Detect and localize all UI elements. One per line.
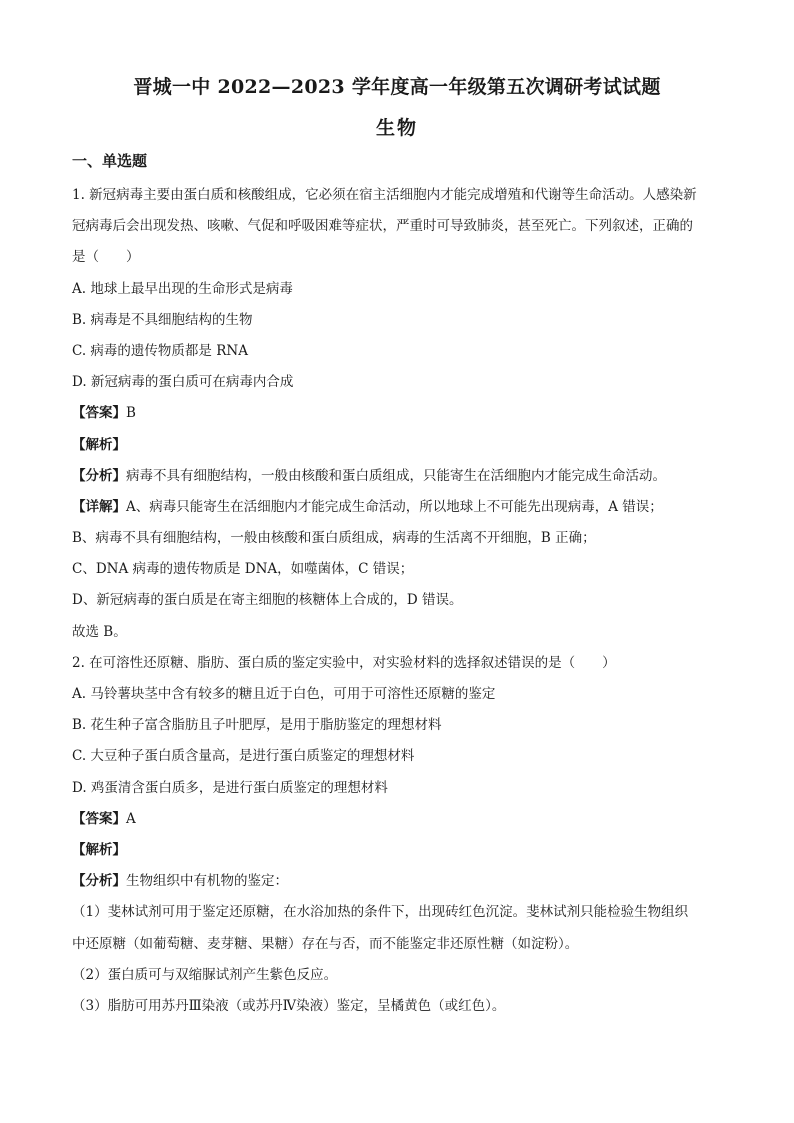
option-b: B. 病毒是不具细胞结构的生物 (72, 311, 253, 328)
option-a: A. 马铃薯块茎中含有较多的糖且近于白色，可用于可溶性还原糖的鉴定 (72, 686, 496, 702)
detail-line: （2）蛋白质可与双缩脲试剂产生紫色反应。 (72, 966, 338, 983)
question-stem-line: 是（ ） (72, 249, 140, 266)
section-heading: 一、单选题 (72, 152, 148, 170)
answer-line (72, 804, 722, 835)
answer-value: A (126, 810, 136, 827)
question-stem-line: 2. 在可溶性还原糖、脂肪、蛋白质的鉴定实验中，对实验材料的选择叙述错误的是（ ） (72, 654, 616, 671)
detail-line: 中还原糖（如葡萄糖、麦芽糖、果糖）存在与否，而不能鉴定非还原性糖（如淀粉）。 (72, 935, 579, 952)
detail-line: C、DNA 病毒的遗传物质是 DNA，如噬菌体，C 错误； (72, 561, 414, 578)
fenxi-line (72, 461, 722, 492)
analysis-line (72, 835, 722, 866)
option-d: D. 新冠病毒的蛋白质可在病毒内合成 (72, 374, 294, 391)
fenxi-text: 病毒不具有细胞结构，一般由核酸和蛋白质组成，只能寄生在活细胞内才能完成生命活动。 (126, 467, 666, 484)
option-a: A. 地球上最早出现的生命形式是病毒 (72, 280, 293, 297)
question-1 (72, 180, 722, 648)
answer-value: B (126, 405, 136, 422)
subject-title: 生物 (375, 117, 418, 139)
analysis-tag: 【解析】 (72, 841, 126, 858)
detail-line: D、新冠病毒的蛋白质是在寄主细胞的核糖体上合成的，D 错误。 (72, 592, 463, 609)
detail-text: A、病毒只能寄生在活细胞内才能完成生命活动，所以地球上不可能先出现病毒，A 错误； (126, 498, 663, 515)
detail-line: B、病毒不具有细胞结构，一般由核酸和蛋白质组成，病毒的生活离不开细胞，B 正确； (72, 530, 596, 547)
detail-line (72, 492, 722, 523)
fenxi-tag: 【分析】 (72, 467, 126, 484)
detail-line: （1）斐林试剂可用于鉴定还原糖，在水浴加热的条件下，出现砖红色沉淀。斐林试剂只能检验生物组织 (72, 904, 689, 921)
analysis-tag: 【解析】 (72, 436, 126, 453)
option-d: D. 鸡蛋清含蛋白质多，是进行蛋白质鉴定的理想材料 (72, 779, 388, 796)
conclusion-line: 故选 B。 (72, 623, 127, 640)
exam-title: 晋城一中 2022—2023 学年度高一年级第五次调研考试试题 (133, 76, 661, 98)
option-c: C. 病毒的遗传物质都是 RNA (72, 342, 248, 359)
answer-tag: 【答案】 (72, 810, 126, 827)
fenxi-text: 生物组织中有机物的鉴定： (126, 873, 288, 890)
question-stem-line: 1. 新冠病毒主要由蛋白质和核酸组成，它必须在宿主活细胞内才能完成增殖和代谢等生命活动。人感染新 (72, 187, 697, 203)
question-2 (72, 648, 722, 1022)
detail-line: （3）脂肪可用苏丹Ⅲ染液（或苏丹Ⅳ染液）鉴定，呈橘黄色（或红色）。 (72, 997, 506, 1014)
answer-line (72, 398, 722, 429)
option-c: C. 大豆种子蛋白质含量高，是进行蛋白质鉴定的理想材料 (72, 748, 415, 765)
analysis-line (72, 430, 722, 461)
answer-tag: 【答案】 (72, 405, 126, 422)
fenxi-tag: 【分析】 (72, 873, 126, 890)
option-b: B. 花生种子富含脂肪且子叶肥厚，是用于脂肪鉴定的理想材料 (72, 717, 442, 734)
detail-tag: 【详解】 (72, 498, 126, 515)
fenxi-line (72, 866, 722, 897)
questions-body (72, 180, 722, 1022)
question-stem-line: 冠病毒后会出现发热、咳嗽、气促和呼吸困难等症状，严重时可导致肺炎，甚至死亡。下列叙述，正确的 (72, 218, 693, 235)
